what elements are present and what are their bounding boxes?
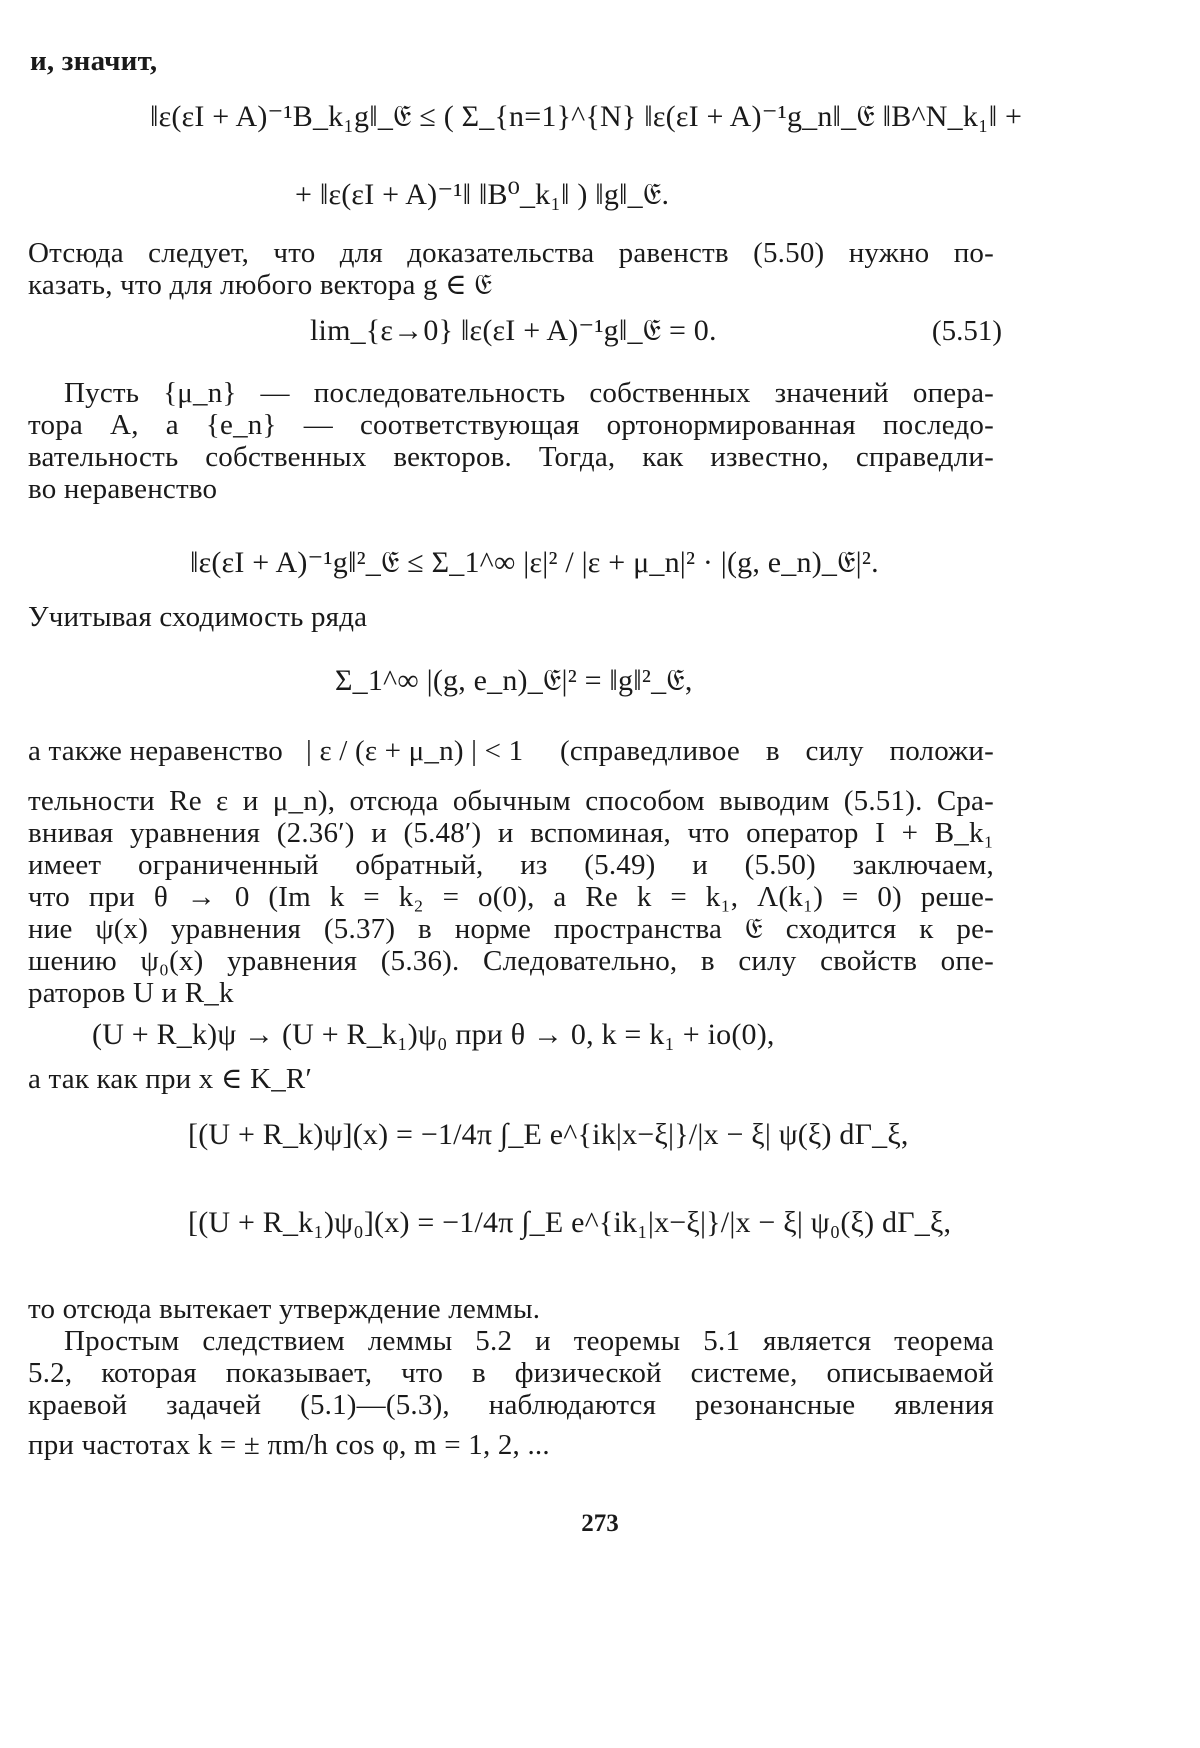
text-line: во неравенство <box>28 473 218 505</box>
text-line: при частотах k = ± πm/h cos φ, m = 1, 2, ... <box>28 1429 550 1461</box>
text-line: раторов U и R_k <box>28 977 234 1009</box>
page-number: 273 <box>581 1510 619 1537</box>
equation-number: (5.51) <box>931 315 1002 347</box>
text-line: Учитывая сходимость ряда <box>28 601 368 633</box>
text-line: тора A, а {e_n} — соответствующая ортонормированная последо- <box>28 409 994 441</box>
equation-norm-bound-cont: + ‖ε(εI + A)⁻¹‖ ‖B⁰_k₁‖ ) ‖g‖_𝔈. <box>295 178 670 211</box>
text-line: Отсюда следует, что для доказательства равенств (5.50) нужно по- <box>28 237 994 269</box>
equation-norm-bound: ‖ε(εI + A)⁻¹B_k₁g‖_𝔈 ≤ ( Σ_{n=1}^{N} ‖ε(εI + A)⁻¹g_n‖_𝔈 ‖B^N_k₁‖ + <box>150 100 1023 133</box>
text-line: (справедливое в силу положи- <box>560 735 994 767</box>
equation-integral-2: [(U + R_k₁)ψ₀](x) = −1/4π ∫_E e^{ik₁|x−ξ|}/|x − ξ| ψ₀(ξ) dΓ_ξ, <box>188 1206 952 1239</box>
text-line: вательность собственных векторов. Тогда, как известно, справедли- <box>28 441 994 473</box>
text-line: Пусть {μ_n} — последовательность собственных значений опера- <box>64 377 994 409</box>
text-line: что при θ → 0 (Im k = k₂ = o(0), а Re k = k₁, Λ(k₁) = 0) реше- <box>28 881 994 913</box>
text-line: казать, что для любого вектора g ∈ 𝔈 <box>28 269 493 301</box>
text-line: а также неравенство <box>28 735 283 767</box>
text-line: шению ψ₀(x) уравнения (5.36). Следовательно, в силу свойств опе- <box>28 945 994 977</box>
text-line: а так как при x ∈ K_R′ <box>28 1063 313 1095</box>
equation-series-bound: ‖ε(εI + A)⁻¹g‖²_𝔈 ≤ Σ_1^∞ |ε|² / |ε + μ_n|² · |(g, e_n)_𝔈|². <box>190 546 879 579</box>
text-line: то отсюда вытекает утверждение леммы. <box>28 1293 541 1325</box>
equation-limit: lim_{ε→0} ‖ε(εI + A)⁻¹g‖_𝔈 = 0. <box>310 314 717 347</box>
text-line: внивая уравнения (2.36′) и (5.48′) и вспоминая, что оператор I + B_k₁ <box>28 817 994 849</box>
text-line: 5.2, которая показывает, что в физической системе, описываемой <box>28 1357 994 1389</box>
text-line: имеет ограниченный обратный, из (5.49) и (5.50) заключаем, <box>28 849 994 881</box>
text-line: Простым следствием леммы 5.2 и теоремы 5.1 является теорема <box>64 1325 994 1357</box>
equation-integral-1: [(U + R_k)ψ](x) = −1/4π ∫_E e^{ik|x−ξ|}/|x − ξ| ψ(ξ) dΓ_ξ, <box>188 1118 909 1151</box>
text-line: тельности Re ε и μ_n), отсюда обычным способом выводим (5.51). Сра- <box>28 785 994 817</box>
text-line: ние ψ(x) уравнения (5.37) в норме пространства 𝔈 сходится к ре- <box>28 913 994 945</box>
text-line-intro: и, значит, <box>30 45 158 77</box>
equation-parseval: Σ_1^∞ |(g, e_n)_𝔈|² = ‖g‖²_𝔈, <box>335 664 693 697</box>
inline-fraction-bound: | ε / (ε + μ_n) | < 1 <box>306 735 524 767</box>
text-line: краевой задачей (5.1)—(5.3), наблюдаются резонансные явления <box>28 1389 994 1421</box>
equation-convergence: (U + R_k)ψ → (U + R_k₁)ψ₀ при θ → 0, k = k₁ + io(0), <box>92 1018 775 1051</box>
